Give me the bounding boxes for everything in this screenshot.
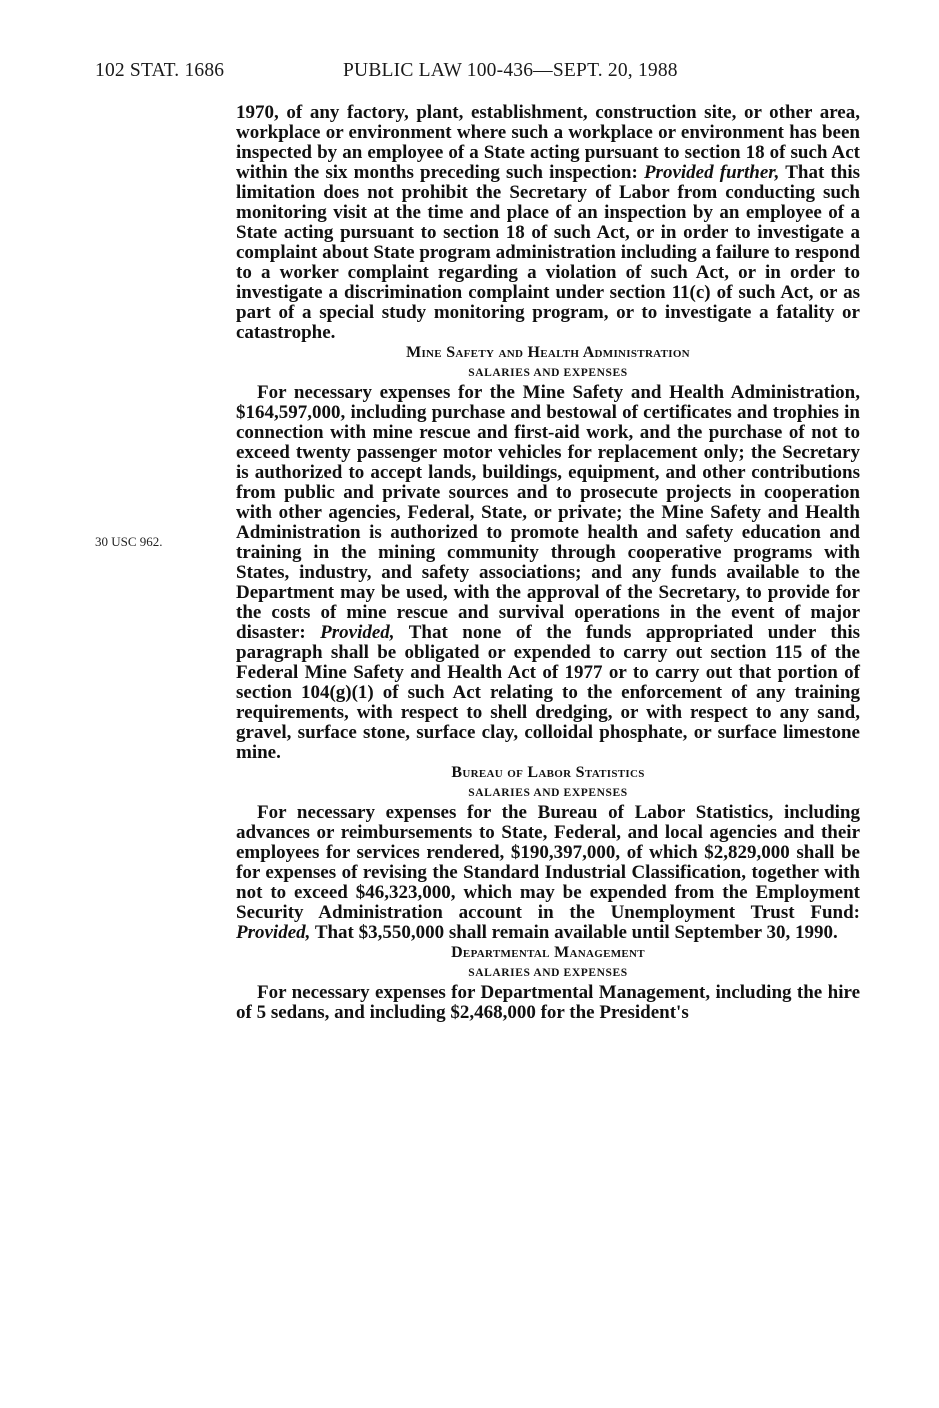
mine-text-1: For necessary expenses for the Mine Safety and Health Administration, $164,597,000, including purchase and bestowal of certificates and trophies in connection with mine rescue and first-aid work, and the purchase of not to exceed twenty passenger motor vehicles for replacement only; the Secretary is authorized to accept lands, buildings, equipment, and other contributions from public and private sources and to prosecute projects in cooperation with other agencies, Federal, State, or private; the Mine Safety and Health Administration is authorized to promote health and safety education and training in the mining community through cooperative programs with States, industry, and safety associations; and any funds available to the Department may be used, with the approval of the Secretary, to provide for the costs of mine rescue and survival operations in the event of major disaster: <box>236 382 860 643</box>
mine-text-2: That none of the funds appropriated under this paragraph shall be obligated or expended to carry out section 115 of the Federal Mine Safety and Health Act of 1977 or to carry out that portion of section 104(g)(1) of such Act relating to the enforcement of any training requirements, with respect to shell dredging, or with respect to any sand, gravel, surface stone, surface clay, colloidal phosphate, or surface limestone mine. <box>236 622 860 763</box>
stat-page-number: 102 STAT. 1686 <box>95 60 225 81</box>
bls-text-1: For necessary expenses for the Bureau of Labor Statistics, including advances or reimbursements to State, Federal, and local agencies and their employees for services rendered, $190,397,000, of which $2,829,000 shall be for expenses of revising the Standard Industrial Classification, together with not to exceed $46,323,000, which may be expended from the Employment Security Administration account in the Unemployment Trust Fund: <box>236 802 860 923</box>
mine-proviso: Provided, <box>320 622 395 643</box>
bls-proviso: Provided, <box>236 922 311 943</box>
text-column <box>236 103 860 1023</box>
heading-departmental-management: Departmental Management <box>451 944 645 961</box>
opening-text-2: That this limitation does not prohibit the Secretary of Labor from conducting such monitoring visit at the time and place of an inspection by an employee of a State acting pursuant to section 18 of such Act, or in order to investigate a complaint about State program administration including a failure to respond to a worker complaint regarding a violation of such Act, or in order to investigate a discrimination complaint under section 11(c) of such Act, or as part of a special study monitoring program, or to investigate a fatality or catastrophe. <box>236 162 860 343</box>
dm-paragraph <box>236 983 860 1023</box>
subheading-mine-salaries: SALARIES AND EXPENSES <box>468 367 628 379</box>
subheading-dm-salaries: SALARIES AND EXPENSES <box>468 967 628 979</box>
opening-proviso: Provided further, <box>643 162 780 183</box>
bls-text-2: That $3,550,000 shall remain available until September 30, 1990. <box>310 922 838 943</box>
opening-paragraph <box>236 103 860 343</box>
bls-paragraph <box>236 803 860 943</box>
heading-labor-statistics: Bureau of Labor Statistics <box>451 764 645 781</box>
subheading-bls-salaries: SALARIES AND EXPENSES <box>468 787 628 799</box>
margin-note-usc: 30 USC 962. <box>95 534 163 549</box>
heading-mine-safety: Mine Safety and Health Administration <box>406 344 690 361</box>
opening-text-1: 1970, of any factory, plant, establishment, construction site, or other area, workplace or environment where such a workplace or environment has been inspected by an employee of a State acting pursuant to section 18 of such Act within the six months preceding such inspection: <box>236 102 860 183</box>
mine-paragraph <box>236 383 860 763</box>
public-law-citation: PUBLIC LAW 100-436—SEPT. 20, 1988 <box>343 60 678 81</box>
dm-text-1: For necessary expenses for Departmental Management, including the hire of 5 sedans, and including $2,468,000 for the President's <box>236 982 860 1023</box>
